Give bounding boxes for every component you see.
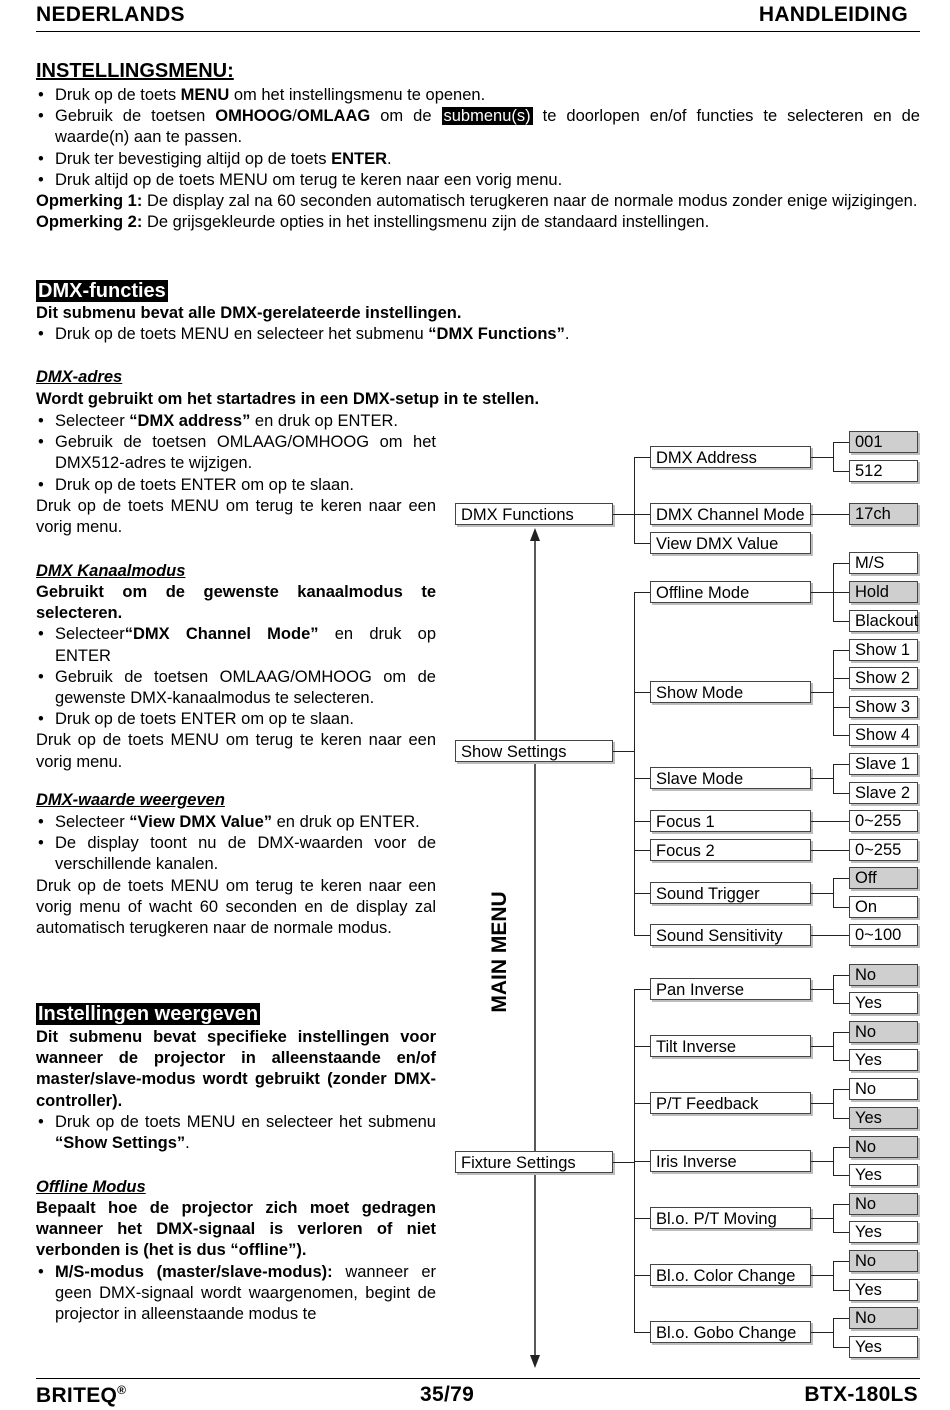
dmx-intro: Dit submenu bevat alle DMX-gerelateerde instellingen. <box>36 304 462 322</box>
submenu-highlight: submenu(s) <box>443 107 531 126</box>
list-item: • Selecteer “DMX address” en druk op ENTER. <box>36 411 436 432</box>
list-item: • Gebruik de toetsen OMLAAG/OMHOOG om het DMX512-adres te wijzigen. <box>36 432 436 474</box>
list-item: • Selecteer“DMX Channel Mode” en druk op ENTER <box>36 624 436 666</box>
value-connector <box>811 692 833 693</box>
submenu-item[interactable]: DMX Address <box>650 446 811 468</box>
submenu-branch <box>634 850 650 851</box>
list-item: • Druk op de toets MENU en selecteer het submenu “Show Settings”. <box>36 1112 436 1154</box>
value-option[interactable]: Show 1 <box>849 639 918 661</box>
view-dmx-title: DMX-waarde weergeven <box>36 791 225 809</box>
value-branch <box>833 1060 849 1061</box>
default-value-option[interactable]: 17ch <box>849 503 918 525</box>
show-intro: Dit submenu bevat specifieke instellingen voor wanneer de projector in alleenstaande en/of master/slave-modus wordt gebruikt (zonder DMX-controller). <box>36 1028 436 1110</box>
value-option[interactable]: Show 2 <box>849 667 918 689</box>
header-language: NEDERLANDS <box>36 3 185 26</box>
value-branch <box>833 878 849 879</box>
value-connector <box>811 989 833 990</box>
default-value-option[interactable]: No <box>849 1250 918 1272</box>
value-connector <box>811 821 849 822</box>
value-option[interactable]: Blackout <box>849 610 918 632</box>
submenu-item[interactable]: View DMX Value <box>650 532 811 554</box>
value-spine <box>833 878 834 907</box>
dmx-functions-title: DMX-functies <box>38 280 166 302</box>
value-branch <box>833 793 849 794</box>
header-manual: HANDLEIDING <box>758 3 908 26</box>
submenu-item[interactable]: Slave Mode <box>650 767 811 789</box>
submenu-branch <box>634 893 650 894</box>
submenu-item[interactable]: Pan Inverse <box>650 978 811 1000</box>
note-2: Opmerking 2: De grijsgekleurde opties in het instellingsmenu zijn de standaard instellingen. <box>36 213 710 232</box>
value-connector <box>811 1332 833 1333</box>
main-to-submenu-line <box>613 751 634 752</box>
value-spine <box>833 1032 834 1060</box>
settings-menu-title: INSTELLINGSMENU: <box>36 60 234 82</box>
value-branch <box>833 592 849 593</box>
submenu-item[interactable]: Sound Trigger <box>650 882 811 904</box>
value-connector <box>811 1275 833 1276</box>
list-item: • Druk op de toets ENTER om op te slaan. <box>36 709 436 730</box>
value-connector <box>811 1218 833 1219</box>
value-branch <box>833 1032 849 1033</box>
value-branch <box>833 1089 849 1090</box>
value-spine <box>833 975 834 1003</box>
channel-mode-intro: Gebruikt om de gewenste kanaalmodus te selecteren. <box>36 583 436 623</box>
value-option[interactable]: Show 3 <box>849 696 918 718</box>
default-value-option[interactable]: No <box>849 964 918 986</box>
main-to-submenu-line <box>613 1162 634 1163</box>
value-connector <box>811 778 833 779</box>
submenu-branch <box>634 989 650 990</box>
submenu-branch <box>634 543 650 544</box>
value-branch <box>833 764 849 765</box>
value-branch <box>833 1204 849 1205</box>
value-connector <box>811 592 833 593</box>
value-connector <box>811 1103 833 1104</box>
value-branch <box>833 621 849 622</box>
value-connector <box>811 850 849 851</box>
footer-model: BTX-180LS <box>804 1383 918 1406</box>
value-spine <box>833 1147 834 1175</box>
value-branch <box>833 1347 849 1348</box>
value-connector <box>811 935 849 936</box>
submenu-branch <box>634 1218 650 1219</box>
value-branch <box>833 1232 849 1233</box>
value-option[interactable]: Yes <box>849 1279 918 1301</box>
footer-page-number: 35/79 <box>420 1383 475 1406</box>
submenu-spine <box>634 457 635 543</box>
submenu-branch <box>634 821 650 822</box>
default-value-option[interactable]: No <box>849 1021 918 1043</box>
value-option[interactable]: Yes <box>849 1164 918 1186</box>
submenu-item[interactable]: Tilt Inverse <box>650 1035 811 1057</box>
submenu-branch <box>634 1275 650 1276</box>
submenu-spine <box>634 893 635 935</box>
value-branch <box>833 563 849 564</box>
submenu-item[interactable]: Bl.o. Gobo Change <box>650 1321 811 1343</box>
value-option[interactable]: Slave 1 <box>849 753 918 775</box>
list-item: • Druk op de toets MENU om het instellingsmenu te openen. <box>36 85 920 106</box>
value-spine <box>833 1261 834 1290</box>
value-branch <box>833 1003 849 1004</box>
value-connector <box>811 514 849 515</box>
value-branch <box>833 471 849 472</box>
submenu-item[interactable]: Iris Inverse <box>650 1150 811 1172</box>
offline-intro: Bepaalt hoe de projector zich moet gedragen wanneer het DMX-signaal is verloren of niet verbonden is (het is dus “offline”). <box>36 1199 436 1260</box>
value-spine <box>833 442 834 471</box>
value-branch <box>833 735 849 736</box>
value-connector <box>811 1046 833 1047</box>
submenu-branch <box>634 1161 650 1162</box>
list-item: • M/S-modus (master/slave-modus): wanneer er geen DMX-signaal wordt waargenomen, begint de projector in alleenstaande modus te <box>36 1262 436 1326</box>
value-branch <box>833 1118 849 1119</box>
value-option[interactable]: Yes <box>849 992 918 1014</box>
default-value-option[interactable]: No <box>849 1193 918 1215</box>
channel-mode-end: Druk op de toets MENU om terug te keren naar een vorig menu. <box>36 731 436 771</box>
submenu-branch <box>634 1046 650 1047</box>
value-option[interactable]: 0~255 <box>849 839 918 861</box>
submenu-item[interactable]: Bl.o. Color Change <box>650 1264 811 1286</box>
value-option[interactable]: Show 4 <box>849 724 918 746</box>
value-option[interactable]: Yes <box>849 1221 918 1243</box>
default-value-option[interactable]: 001 <box>849 431 918 453</box>
value-spine <box>833 1318 834 1347</box>
value-branch <box>833 975 849 976</box>
list-item: • De display toont nu de DMX-waarden voor de verschillende kanalen. <box>36 833 436 875</box>
value-branch <box>833 907 849 908</box>
footer-rule <box>36 1378 920 1379</box>
submenu-branch <box>634 1332 650 1333</box>
dmx-address-intro: Wordt gebruikt om het startadres in een DMX-setup in te stellen. <box>36 390 540 408</box>
value-spine <box>833 1204 834 1232</box>
value-option[interactable]: Yes <box>849 1336 918 1358</box>
main-menu-item[interactable]: DMX Functions <box>455 503 613 525</box>
submenu-item[interactable]: Offline Mode <box>650 581 811 603</box>
value-option[interactable]: Yes <box>849 1049 918 1071</box>
list-item: • Selecteer “View DMX Value” en druk op ENTER. <box>36 812 436 833</box>
list-item: • Gebruik de toetsen OMHOOG/OMLAAG om de submenu(s) te doorlopen en/of functies te selecteren en de waarde(n) aan te passen. <box>36 106 920 148</box>
value-spine <box>833 650 834 735</box>
channel-mode-title: DMX Kanaalmodus <box>36 562 186 580</box>
value-option[interactable]: 0~100 <box>849 924 918 946</box>
submenu-branch <box>634 592 650 593</box>
offline-mode-title: Offline Modus <box>36 1178 146 1196</box>
main-to-submenu-line <box>613 514 634 515</box>
submenu-item[interactable]: Show Mode <box>650 681 811 703</box>
dmx-address-end: Druk op de toets MENU om terug te keren naar een vorig menu. <box>36 496 436 537</box>
value-branch <box>833 707 849 708</box>
value-branch <box>833 1175 849 1176</box>
value-spine <box>833 1089 834 1118</box>
list-item: • Druk op de toets MENU en selecteer het submenu “DMX Functions”. <box>36 324 920 345</box>
value-branch <box>833 650 849 651</box>
submenu-branch <box>634 457 650 458</box>
show-settings-title: Instellingen weergeven <box>38 1003 259 1025</box>
submenu-item[interactable]: Focus 2 <box>650 839 811 861</box>
view-dmx-end: Druk op de toets MENU om terug te keren naar een vorig menu of wacht 60 seconden en de display zal automatisch terugkeren naar de normale modus. <box>36 876 436 938</box>
default-value-option[interactable]: Yes <box>849 1107 918 1129</box>
submenu-item[interactable]: Bl.o. P/T Moving <box>650 1207 811 1229</box>
default-value-option[interactable]: No <box>849 1136 918 1158</box>
value-branch <box>833 1147 849 1148</box>
list-item: • Druk ter bevestiging altijd op de toets ENTER. <box>36 149 920 170</box>
submenu-item[interactable]: P/T Feedback <box>650 1092 811 1114</box>
main-menu-label: MAIN MENU <box>488 887 512 1016</box>
value-branch <box>833 678 849 679</box>
value-option[interactable]: M/S <box>849 552 918 574</box>
submenu-branch <box>634 935 650 936</box>
main-menu-item[interactable]: Fixture Settings <box>455 1151 613 1173</box>
list-item: • Druk altijd op de toets MENU om terug te keren naar een vorig menu. <box>36 170 920 191</box>
submenu-branch <box>634 514 650 515</box>
main-menu-item[interactable]: Show Settings <box>455 740 613 762</box>
value-option[interactable]: Slave 2 <box>849 782 918 804</box>
value-connector <box>811 1161 833 1162</box>
dmx-address-title: DMX-adres <box>36 368 123 386</box>
default-value-option[interactable]: No <box>849 1307 918 1329</box>
value-connector <box>811 893 833 894</box>
submenu-item[interactable]: Sound Sensitivity <box>650 924 811 946</box>
value-branch <box>833 1318 849 1319</box>
list-item: • Druk op de toets ENTER om op te slaan. <box>36 475 436 496</box>
list-item: • Gebruik de toetsen OMLAAG/OMHOOG om de gewenste DMX-kanaalmodus te selecteren. <box>36 667 436 709</box>
note-1: Opmerking 1: De display zal na 60 seconden automatisch terugkeren naar de normale modus zonder enige wijzigingen. <box>36 192 918 211</box>
value-branch <box>833 1290 849 1291</box>
submenu-branch <box>634 692 650 693</box>
submenu-branch <box>634 778 650 779</box>
value-connector <box>811 457 833 458</box>
submenu-spine <box>634 592 635 778</box>
value-spine <box>833 764 834 793</box>
default-value-option[interactable]: Off <box>849 867 918 889</box>
footer-brand: BRITEQ® <box>36 1383 127 1407</box>
value-branch <box>833 1261 849 1262</box>
value-option[interactable]: 512 <box>849 460 918 482</box>
submenu-item[interactable]: Focus 1 <box>650 810 811 832</box>
submenu-branch <box>634 1103 650 1104</box>
value-option[interactable]: On <box>849 896 918 918</box>
submenu-spine <box>634 778 635 893</box>
value-option[interactable]: 0~255 <box>849 810 918 832</box>
submenu-item[interactable]: DMX Channel Mode <box>650 503 811 525</box>
value-branch <box>833 442 849 443</box>
value-option[interactable]: No <box>849 1078 918 1100</box>
default-value-option[interactable]: Hold <box>849 581 918 603</box>
